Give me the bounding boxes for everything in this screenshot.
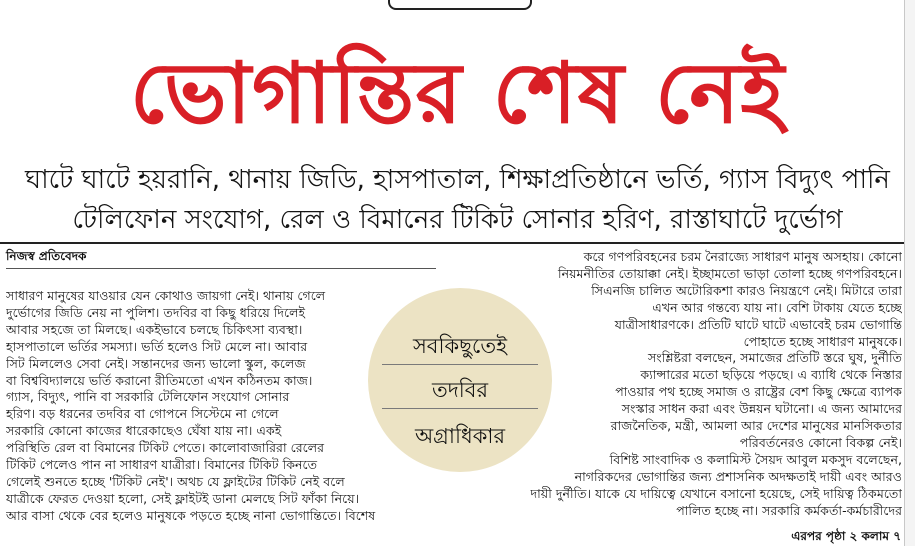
subheadline-line-2: টেলিফোন সংযোগ, রেল ও বিমানের টিকিট সোনার হরিণ, রাস্তাঘাটে দুর্ভোগ — [72, 205, 843, 235]
article-line: এখন আর গন্তব্যে যায় না। বেশি টাকায় যেতে হচ্ছে — [652, 299, 902, 315]
page-top-tab — [388, 0, 532, 10]
pull-quote-line-1: সবকিছুতেই — [412, 334, 508, 358]
pull-quote-circle — [368, 288, 552, 472]
article-line: নিয়মনীতির তোয়াক্কা নেই। ইচ্ছামতো ভাড়া তোলা হচ্ছে গণপরিবহনে। — [558, 265, 902, 281]
article-line: পরিস্থিতি রেল বা বিমানের টিকিট পেতে। কালোবাজারিরা রেলের — [6, 440, 325, 456]
article-line: আবার সহজে তা মিলছে। একইভাবে চলছে চিকিৎসা ব্যবস্থা। — [6, 321, 303, 337]
article-line: পোহাতে হচ্ছে সাধারণ মানুষকে। — [743, 333, 902, 349]
article-line: যাত্রীকে ফেরত দেওয়া হলো, সেই ফ্লাইটই ডানা মেলছে সিট ফাঁকা নিয়ে। — [6, 490, 360, 506]
article-line: যাত্রীসাধারণকে। প্রতিটি ঘাটে ঘাটে এভাবেই চরম ভোগান্তি — [614, 316, 902, 332]
article-line: হাসপাতালে ভর্তির সমস্যা। ভর্তি হলেও সিট মেলে না। আবার — [6, 338, 308, 354]
page-edge — [904, 0, 915, 546]
pull-quote-divider — [382, 408, 538, 409]
article-line: সংশ্লিষ্টরা বলছেন, সমাজের প্রতিটি স্তরে ঘুষ, দুর্নীতি — [647, 350, 902, 366]
byline-divider — [6, 268, 436, 269]
article-line: বা বিশ্ববিদ্যালয়ে ভর্তি করানো রীতিমতো এখন কঠিনতম কাজ। — [6, 372, 313, 388]
article-line: সংস্কার সাধন করা এবং উন্নয়ন ঘটানো। এ জন্য আমাদের — [621, 401, 902, 417]
article-line: দুর্ভোগের জিডি নেয় না পুলিশ। তদবির বা কিছু ধরিয়ে দিলেই — [6, 304, 306, 320]
article-line: আর বাসা থেকে বের হলেও মানুষকে পড়তে হচ্ছে নানা ভোগান্তিতে। বিশেষ — [6, 507, 376, 523]
headline: ভোগান্তির শেষ নেই — [129, 43, 786, 142]
article-line: সরকারি কোনো কাজের ধারেকাছেও ঘেঁষা যায় না। একই — [6, 423, 282, 439]
pull-quote-line-2: তদবির — [431, 378, 489, 402]
pull-quote-divider — [382, 364, 538, 365]
byline: নিজস্ব প্রতিবেদক — [6, 249, 87, 263]
article-line: টিকিট পেলেও পান না সাধারণ যাত্রীরা। বিমানের টিকিট কিনতে — [6, 457, 318, 473]
article-line: দায়ী দুর্নীতি। যাকে যে দায়িত্বে যেখানে বসানো হয়েছে, সেই দায়িত্ব ঠিকমতো — [530, 485, 902, 501]
article-line: সিট মিললেও সেবা নেই। সন্তানদের জন্য ভালো স্কুল, কলেজ — [6, 355, 306, 371]
continued-note: এরপর পৃষ্ঠা ২ কলাম ৭ — [791, 529, 901, 543]
article-line: করে গণপরিবহনের চরম নৈরাজ্যে সাধারণ মানুষ অসহায়। কোনো — [583, 249, 902, 264]
article-line: পালিত হচ্ছে না। সরকারি কর্মকর্তা-কর্মচারীদের — [676, 502, 902, 518]
article-line: ক্যান্সারের মতো ছড়িয়ে পড়ছে। এ ব্যাধি থেকে নিস্তার — [640, 367, 902, 383]
article-line: রাজনৈতিক, মন্ত্রী, আমলা আর দেশের মানুষের মানসিকতার — [610, 418, 902, 434]
article-line: বিশিষ্ট সাংবাদিক ও কলামিস্ট সৈয়দ আবুল মকসুদ বলেছেন, — [609, 451, 902, 467]
pull-quote-line-3: অগ্রাধিকার — [414, 424, 506, 448]
subheadline-line-1: ঘাটে ঘাটে হয়রানি, থানায় জিডি, হাসপাতাল, শিক্ষাপ্রতিষ্ঠানে ভর্তি, গ্যাস বিদ্যুৎ পানি — [25, 165, 890, 195]
section-divider — [0, 242, 915, 244]
article-line: গেলেই শুনতে হচ্ছে 'টিকিট নেই'। অথচ যে ফ্লাইটের টিকিট নেই বলে — [6, 473, 345, 489]
article-line: সাধারণ মানুষের যাওয়ার যেন কোথাও জায়গা নেই। থানায় গেলে — [6, 288, 326, 303]
article-line: সিএনজি চালিত অটোরিকশা কারও নিয়ন্ত্রণে নেই। মিটারে তারা — [591, 282, 902, 298]
article-line: পরিবর্তনেরও কোনো বিকল্প নেই। — [739, 434, 902, 450]
article-line: পাওয়ার পথ হচ্ছে সমাজ ও রাষ্ট্রের বেশ কিছু ক্ষেত্রে ব্যাপক — [615, 384, 902, 400]
article-line: হরিণ। বড় ধরনের তদবির বা গোপনে সিস্টেমে না গেলে — [6, 406, 279, 422]
article-line: নাগরিকদের ভোগান্তির জন্য প্রশাসনিক অদক্ষতাই দায়ী এবং আরও — [574, 468, 902, 484]
article-line: গ্যাস, বিদ্যুৎ, পানি বা সরকারি টেলিফোন সংযোগ সোনার — [6, 389, 290, 405]
